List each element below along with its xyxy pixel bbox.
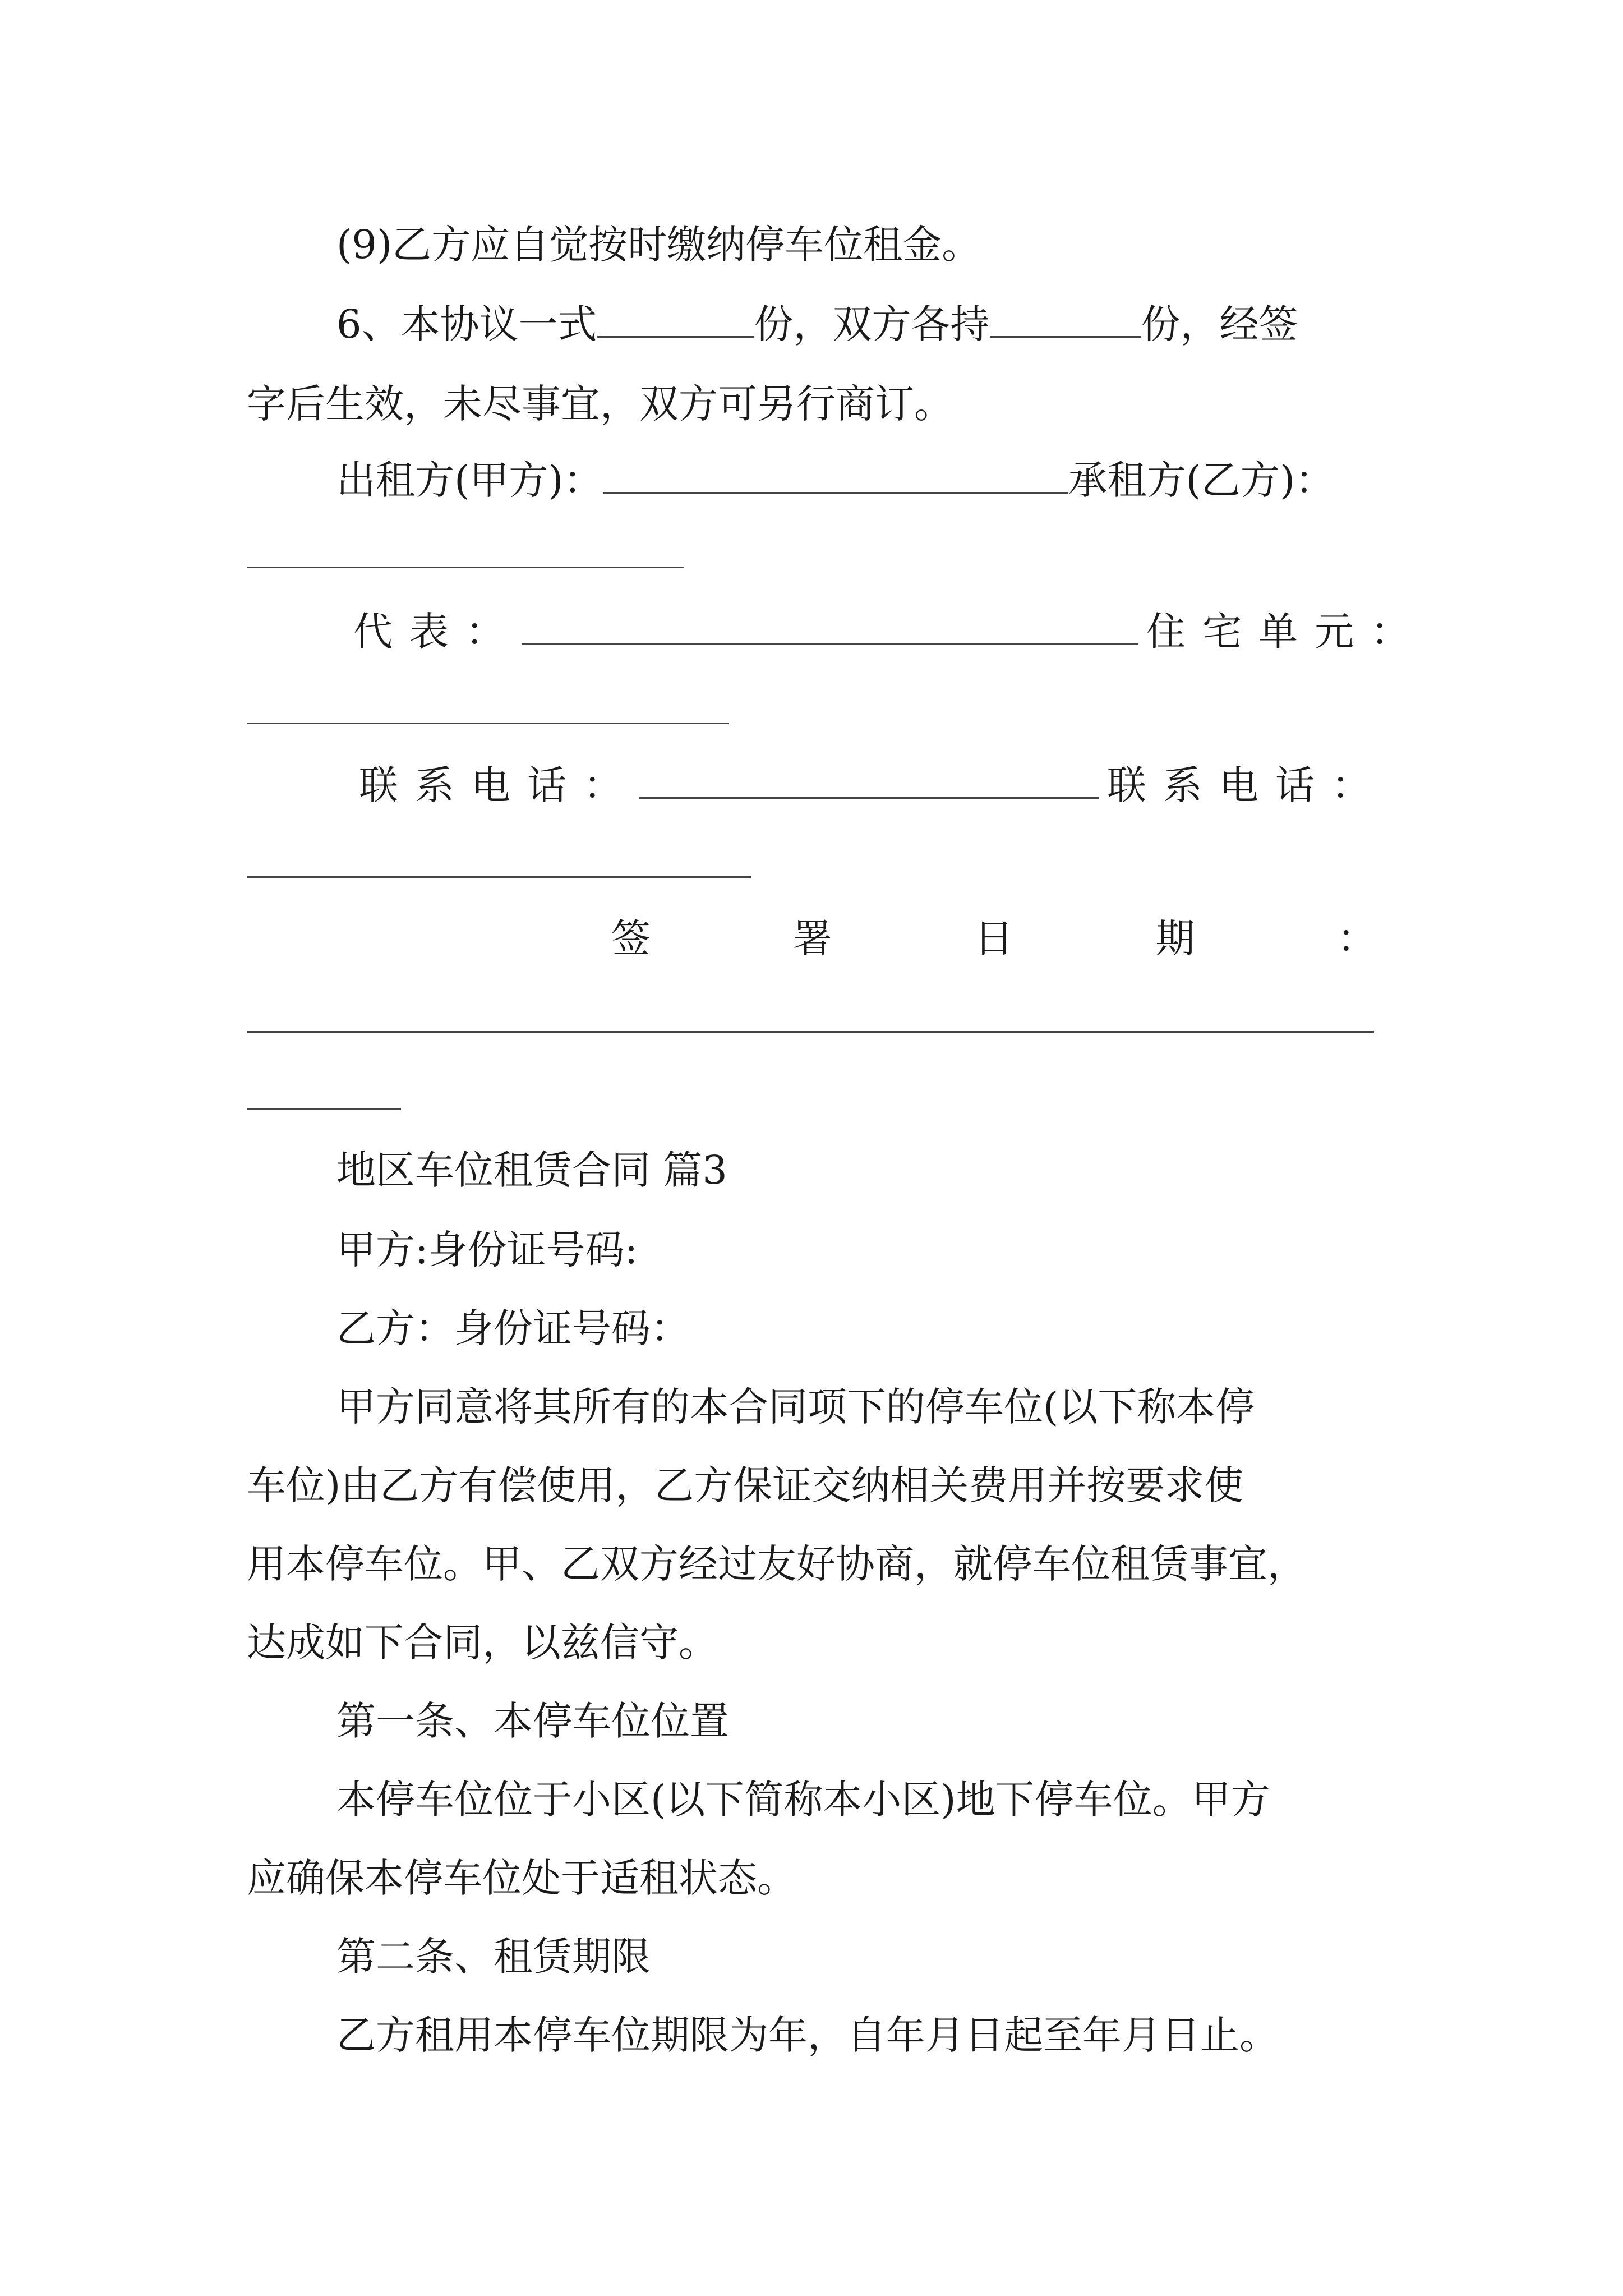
- lessee-label: 承租方(乙方)：: [1068, 457, 1335, 503]
- date-char-4: 期: [1155, 915, 1195, 961]
- article-1-line-2: 应确保本停车位处于适租状态。: [247, 1855, 796, 1901]
- lessor-phone-blank: [639, 763, 1099, 799]
- section-heading: 地区车位租赁合同 篇3: [336, 1147, 727, 1193]
- lessee-phone-blank: [247, 876, 751, 878]
- representative-blank: [522, 610, 1138, 645]
- copies-text-1: 6、本协议一式: [336, 301, 597, 347]
- residence-unit-label: 住宅单元：: [1146, 609, 1427, 655]
- representative-label: 代表：: [353, 609, 522, 655]
- date-char-2: 署: [792, 915, 832, 961]
- lessee-phone-label: 联系电话：: [1107, 762, 1387, 808]
- date-char-5: ：: [1337, 915, 1376, 961]
- date-char-3: 日: [974, 915, 1013, 961]
- party-b-id: 乙方：身份证号码：: [336, 1305, 690, 1351]
- copies-text-2: 份，双方各持: [754, 301, 990, 347]
- article-1-heading: 第一条、本停车位位置: [336, 1698, 729, 1744]
- intro-line-4: 达成如下合同，以兹信守。: [247, 1619, 718, 1665]
- date-char-1: 签: [611, 915, 651, 961]
- party-a-id: 甲方:身份证号码:: [336, 1227, 638, 1273]
- representative-line: [353, 605, 1427, 659]
- intro-line-2: 车位)由乙方有偿使用，乙方保证交纳相关费用并按要求使: [247, 1462, 1244, 1508]
- lessor-blank: [603, 458, 1068, 494]
- copies-clause: [336, 297, 1298, 351]
- article-2-heading: 第二条、租赁期限: [336, 1934, 651, 1980]
- article-1-line-1: 本停车位位于小区(以下简称本小区)地下停车位。甲方: [336, 1777, 1270, 1823]
- signing-date-blank-2: [247, 1108, 401, 1110]
- lessee-blank: [247, 567, 684, 568]
- lessor-lessee-line: [336, 453, 1334, 507]
- article-2-line-1: 乙方租用本停车位期限为年，自年月日起至年月日止。: [336, 2012, 1279, 2058]
- effective-clause: 字后生效，未尽事宜，双方可另行商订。: [247, 381, 953, 427]
- residence-unit-blank: [247, 723, 729, 724]
- signing-date-blank-1: [247, 1031, 1374, 1033]
- item-9: (9)乙方应自觉按时缴纳停车位租金。: [336, 222, 981, 268]
- copies-text-3: 份，经签: [1141, 301, 1298, 347]
- intro-line-1: 甲方同意将其所有的本合同项下的停车位(以下称本停: [336, 1384, 1255, 1430]
- intro-line-3: 用本停车位。甲、乙双方经过友好协商，就停车位租赁事宜，: [247, 1541, 1307, 1587]
- signing-date-label: [611, 912, 1376, 965]
- phone-line: [359, 758, 1387, 812]
- lessor-label: 出租方(甲方)：: [336, 457, 603, 503]
- copies-blank-1: [597, 302, 754, 338]
- copies-blank-2: [990, 302, 1141, 338]
- lessor-phone-label: 联系电话：: [359, 762, 639, 808]
